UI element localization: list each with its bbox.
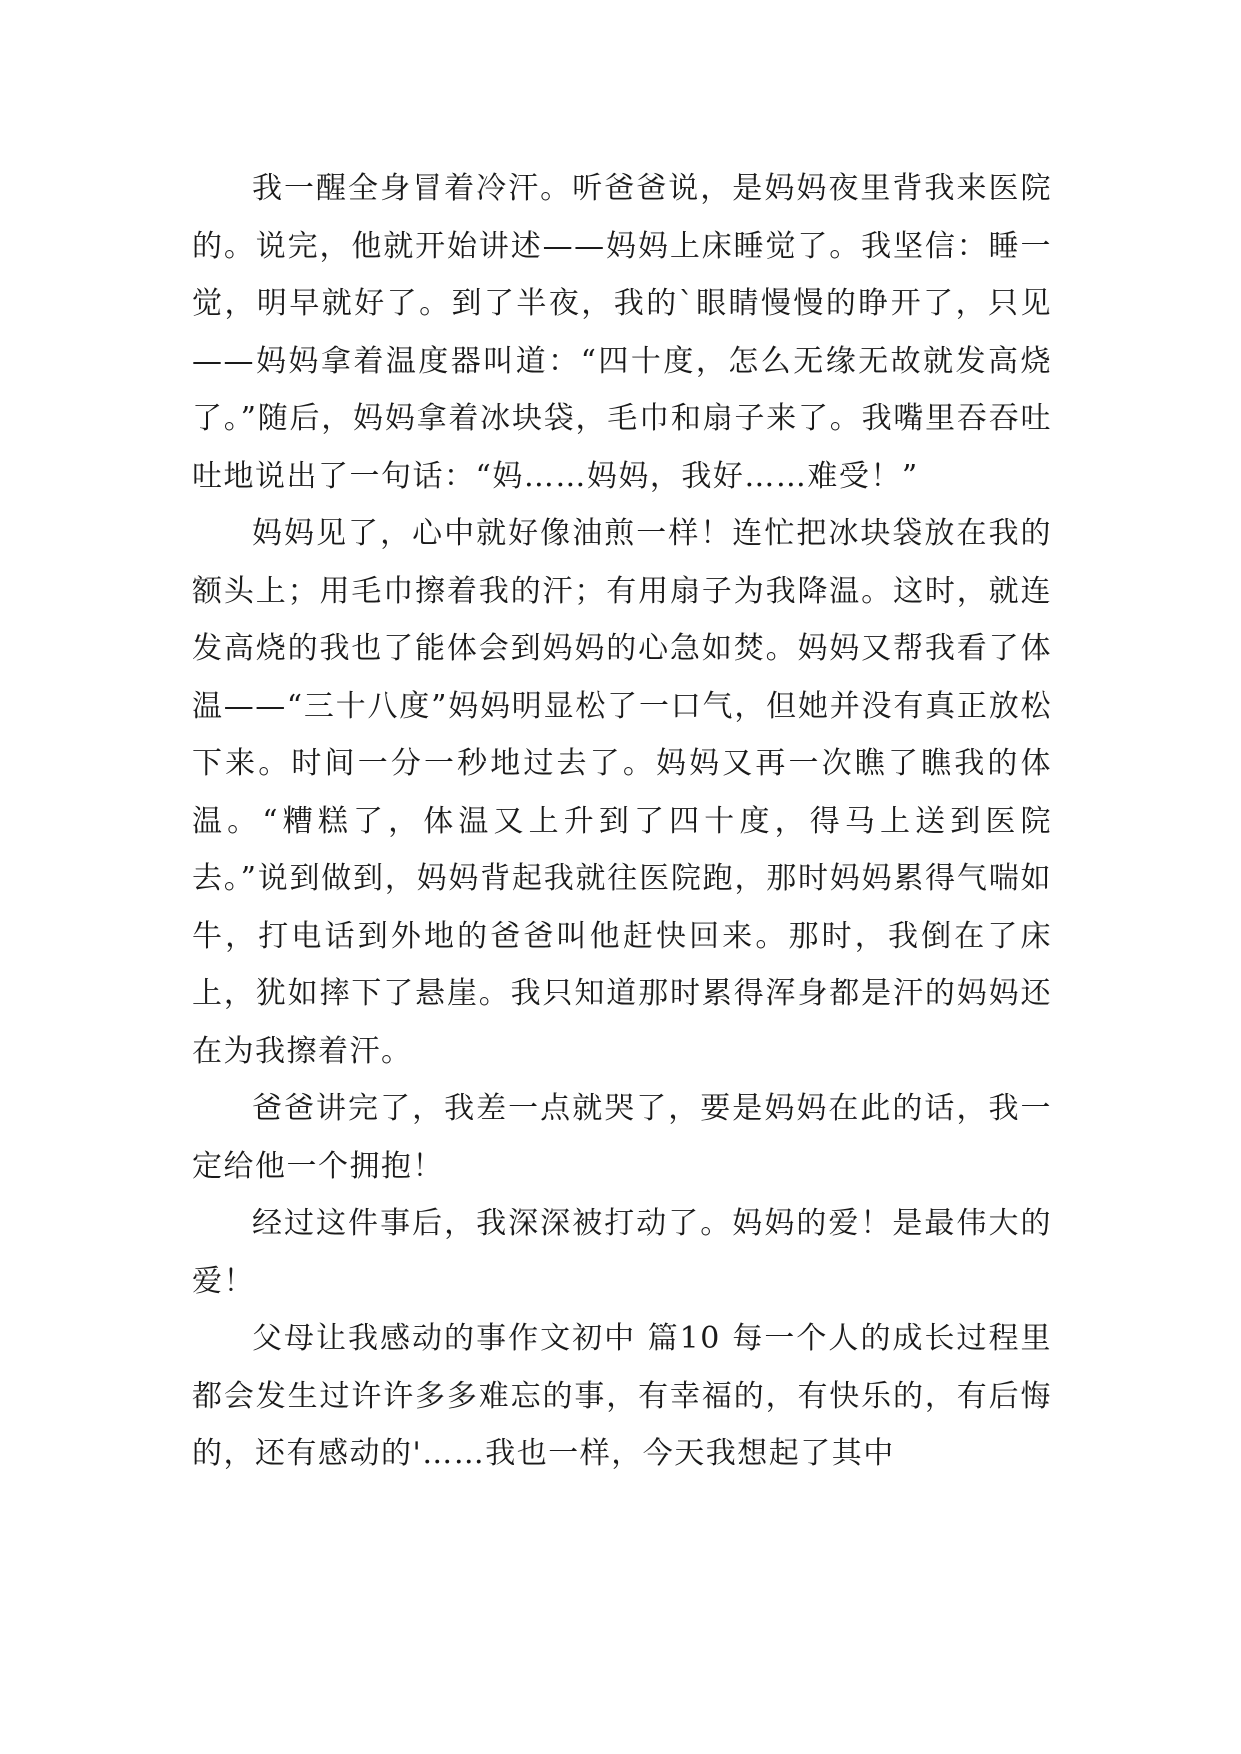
paragraph: 经过这件事后，我深深被打动了。妈妈的爱！是最伟大的爱！ (192, 1206, 1052, 1299)
document-body (192, 160, 1052, 1483)
paragraph: 父母让我感动的事作文初中 篇10 每一个人的成长过程里都会发生过许许多多难忘的事，有幸福的，有快乐的，有后悔的，还有感动的'……我也一样，今天我想起了其中 (192, 1321, 1052, 1471)
paragraph: 爸爸讲完了，我差一点就哭了，要是妈妈在此的话，我一定给他一个拥抱！ (192, 1091, 1052, 1184)
paragraph: 我一醒全身冒着冷汗。听爸爸说，是妈妈夜里背我来医院的。说完，他就开始讲述——妈妈上床睡觉了。我坚信：睡一觉，明早就好了。到了半夜，我的`眼睛慢慢的睁开了，只见——妈妈拿着温度器叫道：“四十度，怎么无缘无故就发高烧了。”随后，妈妈拿着冰块袋，毛巾和扇子来了。我嘴里吞吞吐吐地说出了一句话：“妈……妈妈，我好……难受！” (192, 171, 1052, 494)
paragraph: 妈妈见了，心中就好像油煎一样！连忙把冰块袋放在我的额头上；用毛巾擦着我的汗；有用扇子为我降温。这时，就连发高烧的我也了能体会到妈妈的心急如焚。妈妈又帮我看了体温——“三十八度”妈妈明显松了一口气，但她并没有真正放松下来。时间一分一秒地过去了。妈妈又再一次瞧了瞧我的体温。“糟糕了，体温又上升到了四十度，得马上送到医院去。”说到做到，妈妈背起我就往医院跑，那时妈妈累得气喘如牛，打电话到外地的爸爸叫他赶快回来。那时，我倒在了床上，犹如摔下了悬崖。我只知道那时累得浑身都是汗的妈妈还在为我擦着汗。 (192, 516, 1052, 1069)
